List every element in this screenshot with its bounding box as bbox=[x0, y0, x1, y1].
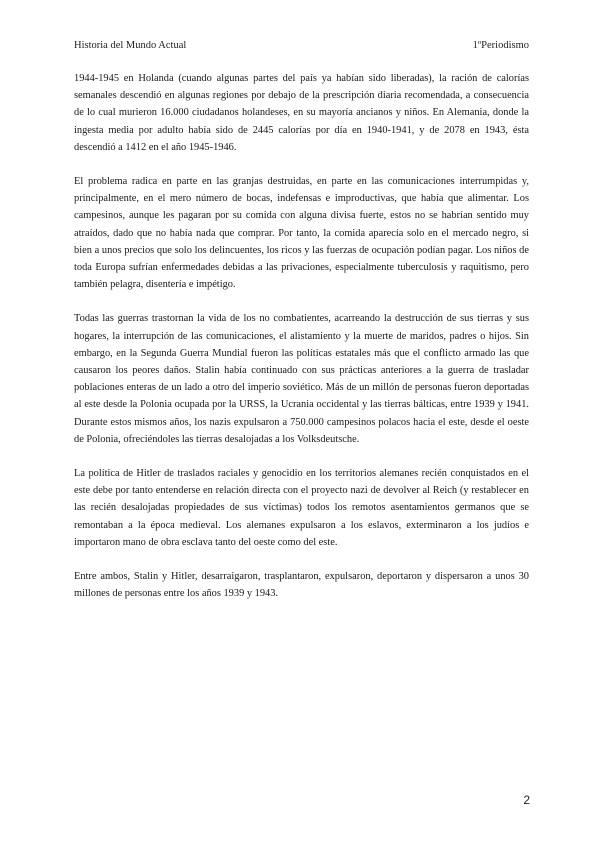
paragraph-5: Entre ambos, Stalin y Hitler, desarraigaron, trasplantaron, expulsaron, deportaron y dispersaron a unos 30 millones de personas entre los años 1939 y 1943. bbox=[74, 571, 529, 600]
paragraph-3: Todas las guerras trastornan la vida de los no combatientes, acarreando la destrucción de sus tierras y sus hogares, la interrupción de las comunicaciones, el alistamiento y la muerte de maridos, padres o hijos. Sin embargo, en la Segunda Guerra Mundial fueron las políticas estatales más que el conflicto armado las que causaron los peores daños. Stalin había continuado con sus prácticas anteriores a la guerra de trasladar poblaciones enteras de un lado a otro del imperio soviético. Más de un millón de personas fueron deportadas al este desde la Polonia ocupada por la URSS, la Ucrania occidental y las tierras bálticas, entre 1939 y 1941. Durante estos mismos años, los nazis expulsaron a 750.000 campesinos polacos hacia el este, desde el oeste de Polonia, ofreciéndoles las tierras desalojadas a los Volksdeutsche. bbox=[74, 313, 529, 445]
header-course-title: Historia del Mundo Actual bbox=[74, 40, 187, 51]
paragraph-2: El problema radica en parte en las granjas destruidas, en parte en las comunicaciones interrumpidas y, principalmente, en el mero número de bocas, indefensas e improductivas, que había que alimentar. Los campesinos, aunque les pagaran por su comida con alguna divisa fuerte, estos no se habrían sentido muy atraídos, dado que no había nada que comprar. Por tanto, la comida aparecía solo en el mercado negro, si bien a unos precios que solo los delincuentes, los ricos y las fuerzas de ocupación podían pagar. Los niños de toda Europa sufrían enfermedades debidas a las privaciones, especialmente tuberculosis y raquitismo, pero también pelagra, disentería e impétigo. bbox=[74, 176, 529, 291]
paragraph-1: 1944-1945 en Holanda (cuando algunas partes del país ya habían sido liberadas), la ración de calorías semanales descendió en algunas regiones por debajo de la prescripción diaria recomendada, a consecuencia de lo cual murieron 16.000 ciudadanos holandeses, en su mayoría ancianos y niños. En Alemania, donde la ingesta media por adulto había sido de 2445 calorías por día en 1940-1941, y de 2078 en 1943, ésta descendió a 1412 en el año 1945-1946. bbox=[74, 73, 529, 153]
document-body bbox=[74, 70, 529, 619]
paragraph-4: La política de Hitler de traslados raciales y genocidio en los territorios alemanes recién conquistados en el este debe por tanto entenderse en relación directa con el proyecto nazi de devolver al Reich (y restablecer en las recién desalojadas propiedades de sus víctimas) todos los remotos asentamientos germanos que se remontaban a la época medieval. Los alemanes expulsaron a los eslavos, exterminaron a los judíos e importaron mano de obra esclava tanto del oeste como del este. bbox=[74, 468, 529, 548]
page-number: 2 bbox=[523, 793, 530, 807]
header-program: 1ºPeriodismo bbox=[472, 40, 529, 51]
page-header bbox=[74, 40, 529, 51]
